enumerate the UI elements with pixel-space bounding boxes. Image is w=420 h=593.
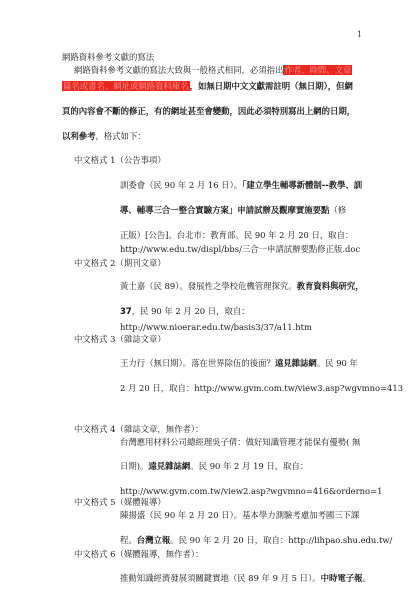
- ref-text: 訓委會（民 90 年 2 月 16 日）。: [120, 180, 243, 190]
- intro-line-3: 頁的內容會不斷的修正，有的網址甚至會變動，因此必須特別寫出上網的日期，: [62, 106, 356, 116]
- ref-text: 程。: [120, 535, 137, 545]
- format-5-line-1: 陳揚盛（民 90 年 2 月 20 日）。基本學力測驗考慮加考國三下課: [120, 510, 360, 520]
- ref-title: 台灣立報: [136, 535, 171, 545]
- bold-text: 以利參考: [62, 131, 96, 141]
- format-1-line-1: [120, 180, 362, 191]
- format-5-line-2: [120, 535, 392, 546]
- bold-text: ，如無日期中文文獻需註明（無日期），但網: [189, 81, 353, 91]
- intro-line-1: [74, 65, 352, 76]
- format-4-line-2: [120, 461, 308, 472]
- ref-title: 遠見雜誌網: [148, 461, 191, 471]
- format-1-line-3: 正版）[公告]。台北市：教育部。民 90 年 2 月 20 日，取自：: [120, 230, 354, 240]
- format-1-line-2: [120, 205, 346, 216]
- format-4-heading: 中文格式 4（雜誌文章，無作者）：: [74, 424, 204, 434]
- ref-text: （修: [329, 205, 347, 215]
- page-number: 1: [356, 30, 362, 39]
- format-2-heading: 中文格式 2（期刊文章）: [74, 258, 166, 268]
- ref-text: 日期)。: [120, 461, 149, 471]
- ref-text: 王力行（無日期）。落在世界除伍的後面？: [120, 358, 275, 368]
- ref-text: 黃士嘉（民 89）。發展性之學校危機管理探究。: [120, 281, 297, 291]
- format-3-line-2: 2 月 20 日，取自：http://www.gvm.com.tw/view3.asp?wgvmno=413: [120, 383, 404, 393]
- ref-text: 。民 90 年 2 月 19 日，取自：: [190, 461, 309, 471]
- ref-text: 。: [362, 573, 371, 583]
- ref-title: 教育資料與研究，: [296, 281, 364, 291]
- intro-line-2: [62, 81, 353, 92]
- format-6-heading: 中文格式 6（媒體報導，無作者）：: [74, 549, 204, 559]
- ref-title: 導、輔導三合一整合實驗方案」申請試辦及觀摩實施要點: [120, 205, 330, 215]
- format-3-heading: 中文格式 3（雜誌文章）: [74, 334, 166, 344]
- intro-line-4: [62, 131, 146, 142]
- ref-title: 中時電子報: [320, 573, 363, 583]
- ref-text: 。民 90 年: [316, 358, 358, 368]
- format-5-heading: 中文格式 5（媒體報導）: [74, 497, 166, 507]
- highlighted-text: 篇名或書名、網址或網路資料庫名: [63, 81, 189, 91]
- format-1-heading: 中文格式 1（公告事項）: [74, 155, 166, 165]
- intro-text: 網路資料參考文獻的寫法大致與一般格式相同，必須指出: [74, 65, 284, 75]
- format-6-line-1: [120, 573, 371, 584]
- format-2-line-2: [120, 306, 250, 317]
- page-title: 網路資料參考文獻的寫法: [62, 52, 155, 62]
- intro-text: ，格式如下：: [95, 131, 146, 141]
- ref-title: 遠見雜誌網: [274, 358, 317, 368]
- format-1-url[interactable]: http://www.edu.tw/displ/bbs/三合一申請試辦要點修正版.doc: [120, 244, 361, 254]
- format-2-line-1: [120, 281, 364, 292]
- format-4-line-1: 台灣應用材料公司總經理吳子倩：做好知識管理才能保有優勢( 無: [120, 437, 361, 447]
- highlighted-text: 作者、時間、文章: [284, 65, 352, 75]
- ref-text: 。民 90 年 2 月 20 日，取自：http://lihpao.shu.edu.tw/: [170, 535, 393, 545]
- ref-volume: 37: [120, 306, 132, 316]
- ref-text: ，民 90 年 2 月 20 日，取自：: [131, 306, 250, 316]
- ref-title: 「建立學生輔導新體制--教學、訓: [242, 180, 363, 190]
- format-2-url[interactable]: http://www.nioerar.edu.tw/basis3/37/a11.htm: [120, 322, 312, 332]
- ref-text: 推動知識經濟發展須關鍵實地（民 89 年 9 月 5 日）。: [120, 573, 321, 583]
- format-4-url[interactable]: http://www.gvm.com.tw/view2.asp?wgvmno=416&orderno=1: [120, 486, 383, 496]
- format-3-line-1: [120, 358, 358, 369]
